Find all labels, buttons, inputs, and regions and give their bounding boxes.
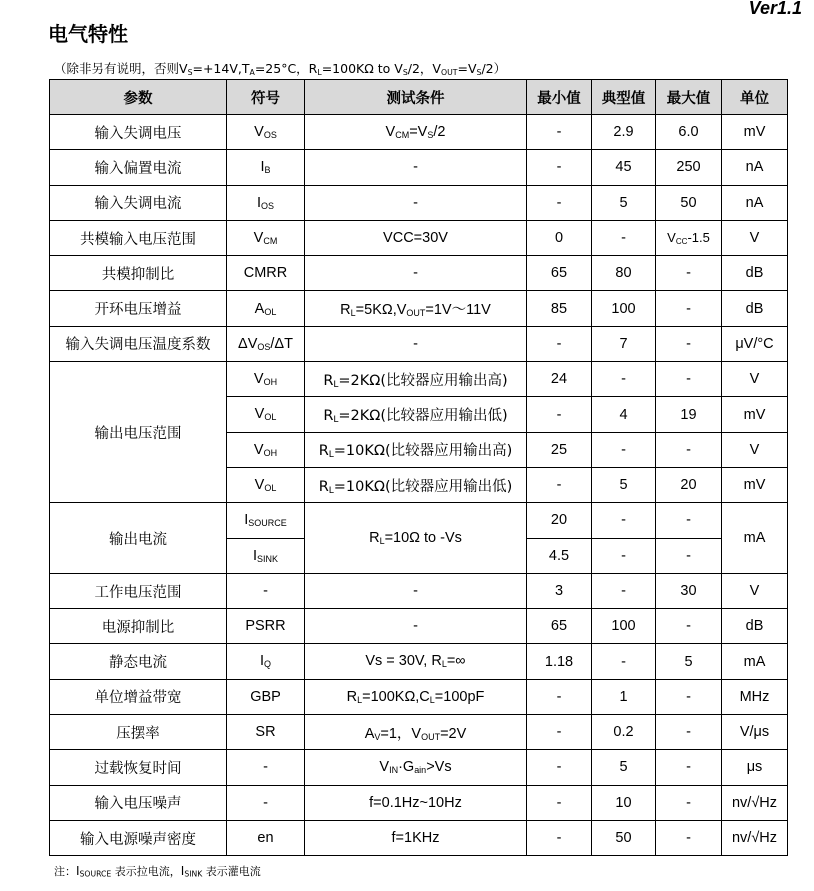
condition-cell: $R_L=2K\Omega$(比较器应用输出低) — [305, 397, 527, 432]
symbol-cell: $I_{SINK}$ — [227, 538, 305, 573]
param-cell: 输出电压范围 — [50, 362, 227, 503]
header-unit: 单位 — [722, 80, 788, 115]
max-cell: - — [656, 609, 722, 644]
param-cell: 开环电压增益 — [50, 291, 227, 326]
condition-cell: $R_L=100K\Omega,C_L=100pF$ — [305, 679, 527, 714]
header-max: 最大值 — [656, 80, 722, 115]
typ-cell: - — [592, 432, 656, 467]
param-cell: 输入电源噪声密度 — [50, 820, 227, 855]
header-condition: 测试条件 — [305, 80, 527, 115]
max-cell: - — [656, 679, 722, 714]
param-cell: 输出电流 — [50, 503, 227, 574]
symbol-cell: SR — [227, 715, 305, 750]
symbol-cell: en — [227, 820, 305, 855]
condition-cell: - — [305, 573, 527, 608]
min-cell: 85 — [527, 291, 592, 326]
typ-cell: 100 — [592, 291, 656, 326]
symbol-cell: $V_{OL}$ — [227, 467, 305, 502]
min-cell: 65 — [527, 256, 592, 291]
table-header-row — [50, 80, 788, 115]
condition-cell: $V_{IN}\cdot G_{ain}>Vs$ — [305, 750, 527, 785]
max-cell: - — [656, 256, 722, 291]
symbol-cell: $I_{SOURCE}$ — [227, 503, 305, 538]
min-cell: - — [527, 150, 592, 185]
param-cell: 输入失调电压 — [50, 115, 227, 150]
unit-cell: nv/√Hz — [722, 820, 788, 855]
table-row — [50, 503, 788, 538]
max-cell: 50 — [656, 185, 722, 220]
typ-cell: - — [592, 538, 656, 573]
min-cell: - — [527, 115, 592, 150]
param-cell: 过载恢复时间 — [50, 750, 227, 785]
param-cell: 输入失调电压温度系数 — [50, 326, 227, 361]
param-cell: 输入失调电流 — [50, 185, 227, 220]
table-row — [50, 115, 788, 150]
min-cell: - — [527, 397, 592, 432]
table-row — [50, 326, 788, 361]
unit-cell: dB — [722, 291, 788, 326]
unit-cell: V — [722, 573, 788, 608]
min-cell: 1.18 — [527, 644, 592, 679]
max-cell: - — [656, 820, 722, 855]
symbol-cell: $I_{OS}$ — [227, 185, 305, 220]
condition-cell: VCC=30V — [305, 220, 527, 255]
param-cell: 共模输入电压范围 — [50, 220, 227, 255]
header-typ: 典型值 — [592, 80, 656, 115]
max-cell: 20 — [656, 467, 722, 502]
footnote: 注：$I_{SOURCE}$ 表示拉电流，$I_{SINK}$ 表示灌电流 — [54, 864, 261, 879]
param-cell: 输入偏置电流 — [50, 150, 227, 185]
param-cell: 工作电压范围 — [50, 573, 227, 608]
test-conditions-note: （除非另有说明，否则$V_S=+14V,T_A=25^\circ C$，$R_L=100K\Omega$ to $V_S/2$，$V_{OUT}=V_S/2$） — [54, 61, 507, 77]
max-cell: - — [656, 715, 722, 750]
unit-cell: dB — [722, 256, 788, 291]
unit-cell: mV — [722, 397, 788, 432]
condition-cell: $A_V=1$，$V_{OUT}=2V$ — [305, 715, 527, 750]
symbol-cell: $V_{OH}$ — [227, 432, 305, 467]
param-cell: 电源抑制比 — [50, 609, 227, 644]
typ-cell: 5 — [592, 185, 656, 220]
unit-cell: V — [722, 362, 788, 397]
version-label: Ver1.1 — [748, 0, 802, 18]
max-cell: - — [656, 432, 722, 467]
unit-cell: mA — [722, 644, 788, 679]
condition-cell: $R_L=5K\Omega,V_{OUT}=1V\sim 11V$ — [305, 291, 527, 326]
typ-cell: - — [592, 644, 656, 679]
max-cell: - — [656, 291, 722, 326]
symbol-cell: - — [227, 750, 305, 785]
min-cell: 24 — [527, 362, 592, 397]
symbol-cell: $V_{OL}$ — [227, 397, 305, 432]
typ-cell: 100 — [592, 609, 656, 644]
symbol-cell: GBP — [227, 679, 305, 714]
table-row — [50, 150, 788, 185]
param-cell: 压摆率 — [50, 715, 227, 750]
min-cell: - — [527, 679, 592, 714]
typ-cell: - — [592, 362, 656, 397]
condition-cell: Vs = 30V, $R_L=\infty$ — [305, 644, 527, 679]
table-row — [50, 256, 788, 291]
min-cell: - — [527, 820, 592, 855]
unit-cell: nA — [722, 150, 788, 185]
symbol-cell: $I_B$ — [227, 150, 305, 185]
section-title: 电气特性 — [48, 22, 128, 46]
table-row — [50, 291, 788, 326]
unit-cell: V — [722, 432, 788, 467]
condition-cell: - — [305, 326, 527, 361]
param-cell: 单位增益带宽 — [50, 679, 227, 714]
max-cell: - — [656, 503, 722, 538]
min-cell: 0 — [527, 220, 592, 255]
typ-cell: 45 — [592, 150, 656, 185]
condition-cell: f=1KHz — [305, 820, 527, 855]
unit-cell: nv/√Hz — [722, 785, 788, 820]
typ-cell: - — [592, 573, 656, 608]
table-row — [50, 185, 788, 220]
max-cell: 250 — [656, 150, 722, 185]
header-symbol: 符号 — [227, 80, 305, 115]
symbol-cell: $V_{OH}$ — [227, 362, 305, 397]
table-row — [50, 573, 788, 608]
table-row — [50, 609, 788, 644]
unit-cell: mV — [722, 467, 788, 502]
typ-cell: 5 — [592, 467, 656, 502]
typ-cell: 50 — [592, 820, 656, 855]
min-cell: 20 — [527, 503, 592, 538]
typ-cell: 80 — [592, 256, 656, 291]
min-cell: 4.5 — [527, 538, 592, 573]
condition-cell: $R_L=2K\Omega$(比较器应用输出高) — [305, 362, 527, 397]
symbol-cell: $I_Q$ — [227, 644, 305, 679]
min-cell: - — [527, 326, 592, 361]
table-row — [50, 785, 788, 820]
condition-cell: $R_L=10K\Omega$(比较器应用输出低) — [305, 467, 527, 502]
symbol-cell: $\Delta V_{OS}/\Delta T$ — [227, 326, 305, 361]
condition-cell: - — [305, 150, 527, 185]
typ-cell: 10 — [592, 785, 656, 820]
min-cell: - — [527, 467, 592, 502]
table-row — [50, 820, 788, 855]
condition-cell: - — [305, 185, 527, 220]
unit-cell: MHz — [722, 679, 788, 714]
min-cell: - — [527, 785, 592, 820]
condition-cell: f=0.1Hz~10Hz — [305, 785, 527, 820]
unit-cell: mV — [722, 115, 788, 150]
min-cell: 25 — [527, 432, 592, 467]
max-cell: - — [656, 362, 722, 397]
min-cell: 65 — [527, 609, 592, 644]
header-min: 最小值 — [527, 80, 592, 115]
electrical-characteristics-table — [49, 79, 788, 856]
table-row — [50, 750, 788, 785]
table-row — [50, 362, 788, 397]
table-row — [50, 644, 788, 679]
condition-cell: $V_{CM}=V_S/2$ — [305, 115, 527, 150]
max-cell: - — [656, 785, 722, 820]
typ-cell: 4 — [592, 397, 656, 432]
param-cell: 共模抑制比 — [50, 256, 227, 291]
symbol-cell: - — [227, 573, 305, 608]
symbol-cell: $A_{OL}$ — [227, 291, 305, 326]
symbol-cell: PSRR — [227, 609, 305, 644]
typ-cell: - — [592, 503, 656, 538]
typ-cell: 2.9 — [592, 115, 656, 150]
table-row — [50, 679, 788, 714]
typ-cell: 0.2 — [592, 715, 656, 750]
min-cell: - — [527, 715, 592, 750]
min-cell: 3 — [527, 573, 592, 608]
condition-cell: - — [305, 609, 527, 644]
symbol-cell: $V_{CM}$ — [227, 220, 305, 255]
typ-cell: 7 — [592, 326, 656, 361]
unit-cell: μV/°C — [722, 326, 788, 361]
unit-cell: V/μs — [722, 715, 788, 750]
header-param: 参数 — [50, 80, 227, 115]
max-cell: - — [656, 750, 722, 785]
unit-cell: V — [722, 220, 788, 255]
typ-cell: - — [592, 220, 656, 255]
param-cell: 输入电压噪声 — [50, 785, 227, 820]
symbol-cell: $V_{OS}$ — [227, 115, 305, 150]
condition-cell: $R_L=10\Omega$ to -Vs — [305, 503, 527, 574]
condition-cell: $R_L=10K\Omega$(比较器应用输出高) — [305, 432, 527, 467]
table-row — [50, 220, 788, 255]
max-cell: - — [656, 538, 722, 573]
typ-cell: 5 — [592, 750, 656, 785]
param-cell: 静态电流 — [50, 644, 227, 679]
min-cell: - — [527, 750, 592, 785]
table-row — [50, 715, 788, 750]
unit-cell: nA — [722, 185, 788, 220]
max-cell: 19 — [656, 397, 722, 432]
min-cell: - — [527, 185, 592, 220]
max-cell: $V_{CC}-1.5$ — [656, 220, 722, 255]
symbol-cell: CMRR — [227, 256, 305, 291]
unit-cell: μs — [722, 750, 788, 785]
condition-cell: - — [305, 256, 527, 291]
unit-cell: mA — [722, 503, 788, 574]
symbol-cell: - — [227, 785, 305, 820]
max-cell: 5 — [656, 644, 722, 679]
max-cell: - — [656, 326, 722, 361]
typ-cell: 1 — [592, 679, 656, 714]
unit-cell: dB — [722, 609, 788, 644]
max-cell: 6.0 — [656, 115, 722, 150]
max-cell: 30 — [656, 573, 722, 608]
